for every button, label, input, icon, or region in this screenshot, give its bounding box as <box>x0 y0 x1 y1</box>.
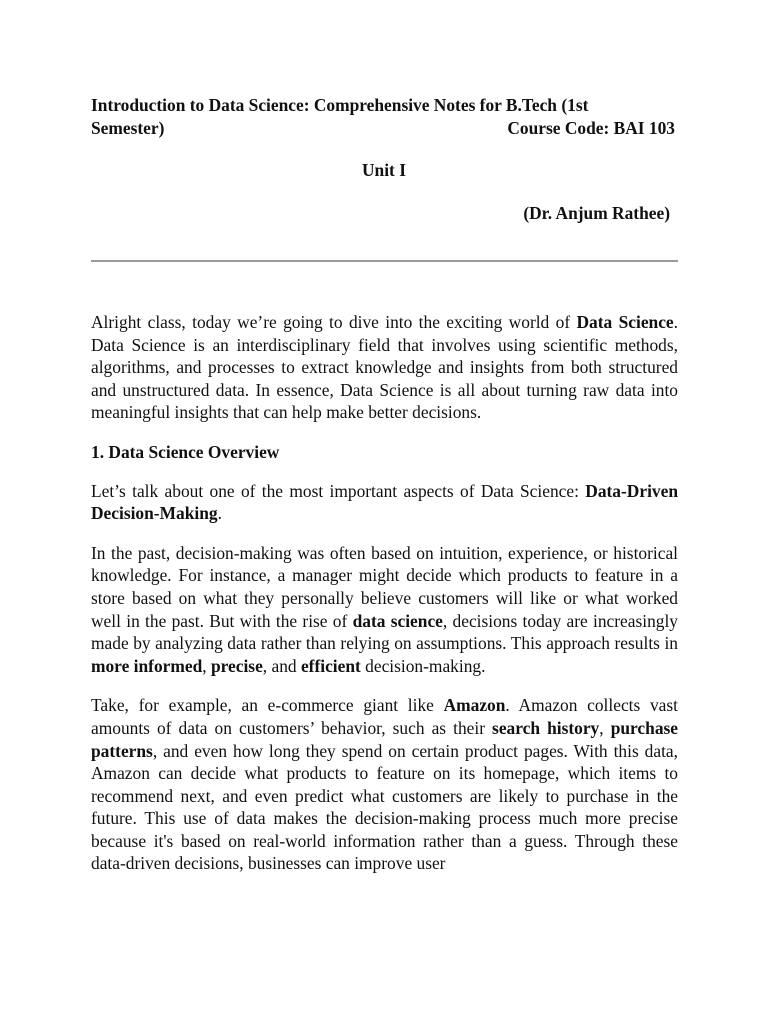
p2-bold-precise: precise <box>210 655 263 676</box>
paragraph-decision-making-intro <box>91 480 678 525</box>
p2-text-3: , <box>202 655 211 676</box>
title-line-2-text: Semester) <box>91 118 165 138</box>
p3-text-3: , <box>599 717 611 738</box>
p3-bold-purchase-patterns: purchase patterns <box>91 717 679 761</box>
p1-text-1: Let’s talk about one of the most important aspects of Data Science: <box>91 480 586 501</box>
p2-text-4: , and <box>262 655 301 676</box>
paragraph-past-decision-making <box>91 542 678 678</box>
p1-bold-data-driven: Data-Driven Decision-Making <box>91 480 678 524</box>
unit-heading: Unit I <box>362 160 406 180</box>
paragraph-amazon-example <box>91 694 678 875</box>
p2-text-5: decision-making. <box>360 655 486 676</box>
intro-text-1: Alright class, today we’re going to dive into the exciting world of <box>91 312 577 332</box>
p3-bold-amazon: Amazon <box>443 695 506 716</box>
document-title <box>91 94 681 140</box>
course-code: Course Code: BAI 103 <box>507 118 675 138</box>
p2-text-1: In the past, decision-making was often based on intuition, experience, or historical knowledge. For instance, a manager might decide which products to feature in a store based on what they personally believe customers will like or what worked well in the past. But with the rise of <box>91 542 678 631</box>
title-line-1: Introduction to Data Science: Comprehensive Notes for B.Tech (1st <box>91 95 589 115</box>
intro-text-2: . Data Science is an interdisciplinary field that involves using scientific methods, algorithms, and processes to extract knowledge and insights from both structured and unstructured data. In essence, Data Science is all about turning raw data into meaningful insights that can help make better decisions. <box>91 312 679 423</box>
p3-text-1: Take, for example, an e-commerce giant like <box>91 695 444 716</box>
author-name: (Dr. Anjum Rathee) <box>523 203 670 223</box>
document-body <box>91 311 678 892</box>
horizontal-divider <box>91 260 678 262</box>
p2-text-2: , decisions today are increasingly made by analyzing data rather than relying on assumptions. This approach results in <box>91 610 678 654</box>
p2-bold-efficient: efficient <box>300 655 361 676</box>
p3-text-2: . Amazon collects vast amounts of data on customers’ behavior, such as their <box>91 695 678 738</box>
intro-paragraph <box>91 311 678 424</box>
p2-bold-data-science: data science <box>352 610 443 631</box>
p2-bold-more-informed: more informed <box>91 655 203 676</box>
p3-text-4: , and even how long they spend on certain product pages. With this data, Amazon can decide what products to feature on its homepage, which items to recommend next, and even predict what customers are likely to purchase in the future. This use of data makes the decision-making process much more precise because it's based on real-world information rather than a guess. Through these data-driven decisions, businesses can improve user <box>91 740 678 874</box>
p1-text-2: . <box>217 503 222 524</box>
p3-bold-search-history: search history <box>492 717 600 738</box>
section-heading-data-science-overview: 1. Data Science Overview <box>91 441 280 462</box>
intro-bold-data-science: Data Science <box>576 312 674 332</box>
title-line-2 <box>91 117 675 140</box>
